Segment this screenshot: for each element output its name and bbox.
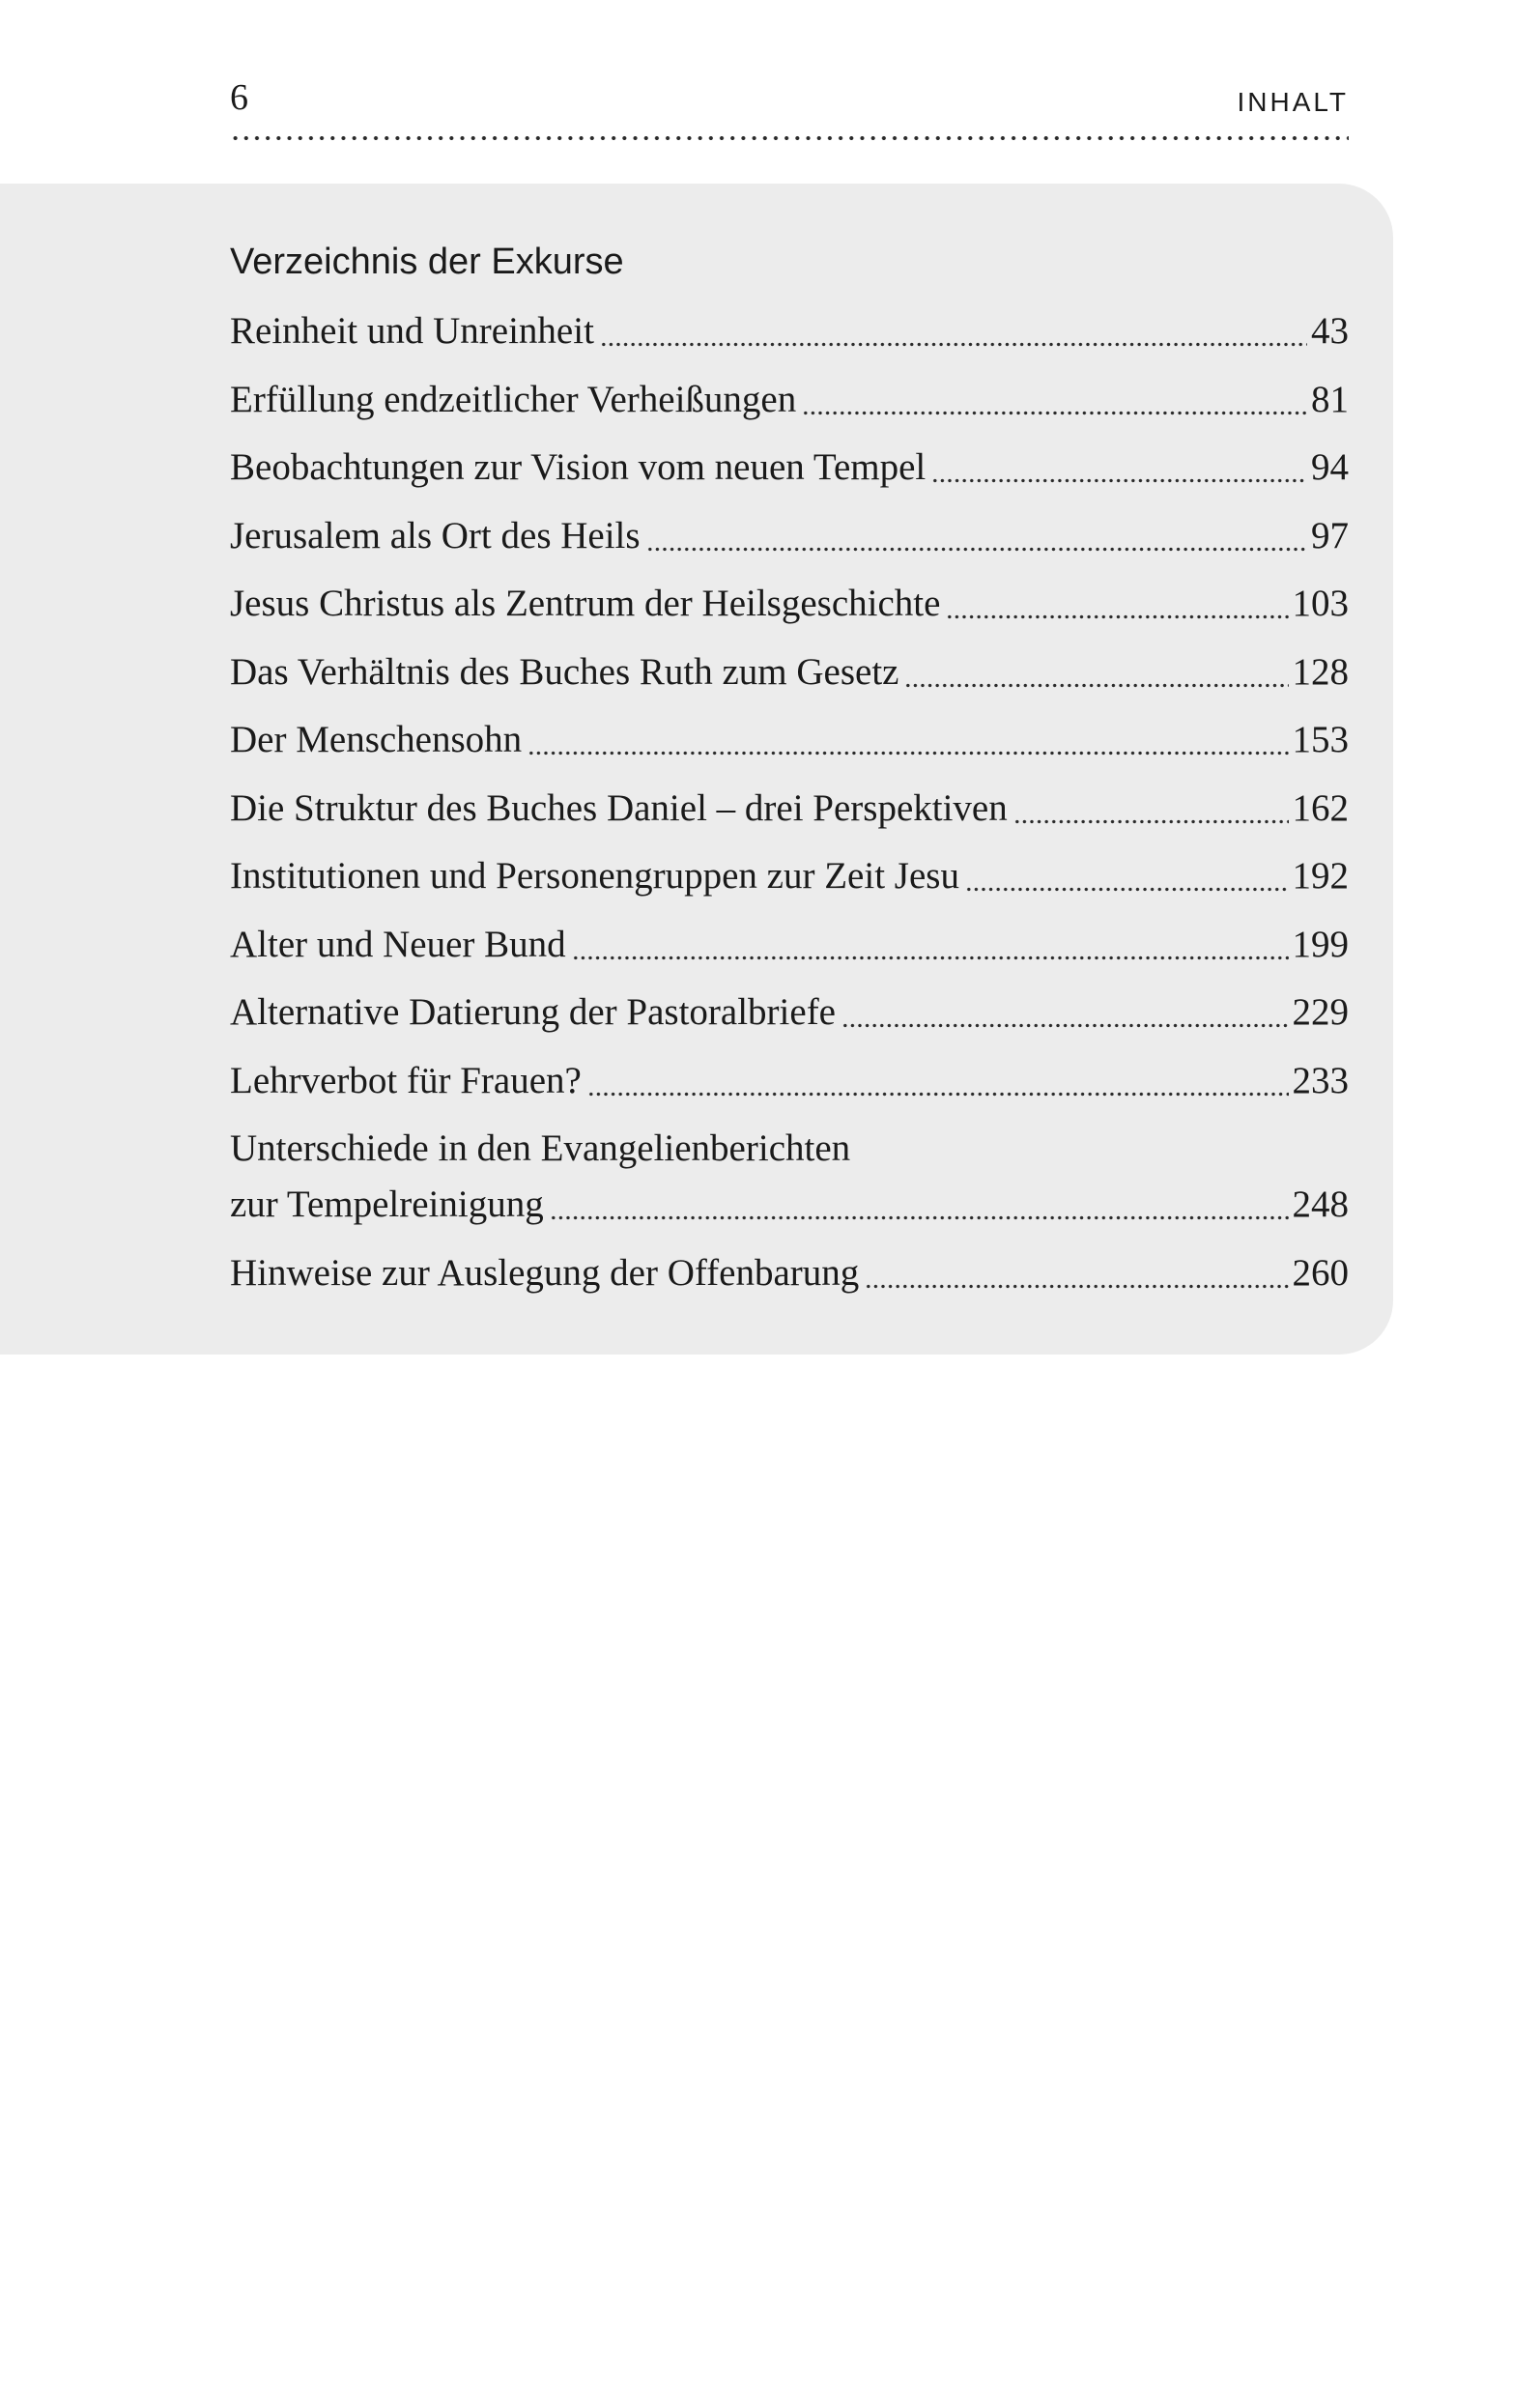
running-head: INHALT (1237, 87, 1349, 117)
toc-entry (230, 921, 1349, 969)
toc-entry (230, 376, 1349, 424)
toc-entry-page: 128 (1292, 650, 1349, 693)
toc-entry-title: Alter und Neuer Bund (230, 923, 566, 965)
toc-entry-page: 260 (1292, 1251, 1349, 1294)
toc-entry-title: Erfüllung endzeitlicher Verheißungen (230, 378, 797, 420)
toc-entry-title: Der Menschensohn (230, 719, 523, 760)
toc-entry-title: Beobachtungen zur Vision vom neuen Tempel (230, 446, 927, 488)
toc-entry-title: Jesus Christus als Zentrum der Heilsgeschichte (230, 583, 941, 624)
toc-entry-page: 153 (1292, 719, 1349, 760)
dot-leader (1013, 819, 1289, 824)
toc-entry-page: 43 (1311, 310, 1349, 352)
dot-leader (946, 614, 1288, 619)
toc-entry-title: Das Verhältnis des Buches Ruth zum Gesetz (230, 650, 899, 693)
toc-entry (230, 307, 1349, 356)
toc-entry (230, 716, 1349, 764)
excursus-title: Verzeichnis der Exkurse (230, 242, 624, 282)
toc-entry-page: 248 (1292, 1184, 1349, 1225)
toc-entry-title: Jerusalem als Ort des Heils (230, 514, 641, 556)
toc-entry-page: 81 (1311, 378, 1349, 420)
toc-entry (230, 988, 1349, 1037)
toc-entry (230, 1249, 1349, 1298)
toc-entry (230, 1125, 1349, 1229)
toc-entry-title: Institutionen und Personengruppen zur Zeit Jesu (230, 855, 959, 897)
dot-leader (965, 887, 1289, 892)
toc-entry-page: 97 (1311, 514, 1349, 556)
toc-entry-title: Alternative Datierung der Pastoralbriefe (230, 991, 836, 1033)
toc-entry-page: 94 (1311, 446, 1349, 488)
toc-entry-title: Die Struktur des Buches Daniel – drei Perspektiven (230, 786, 1008, 829)
dot-leader (802, 411, 1307, 415)
toc-entry (230, 580, 1349, 628)
header-dotted-rule (230, 135, 1349, 141)
toc-entry-page: 229 (1292, 991, 1349, 1033)
dot-leader (931, 478, 1307, 483)
toc-entry (230, 852, 1349, 900)
toc-entry-page: 233 (1292, 1059, 1349, 1101)
toc-entry-title: Lehrverbot für Frauen? (230, 1059, 582, 1101)
dot-leader (550, 1215, 1289, 1220)
toc-entry-title-line1: Unterschiede in den Evangelienberichten (230, 1127, 851, 1169)
dot-leader (865, 1284, 1288, 1289)
toc-entry (230, 512, 1349, 560)
toc-entry (230, 1057, 1349, 1105)
toc-entry-page: 103 (1292, 583, 1349, 624)
excursus-list (230, 307, 1349, 1317)
dot-leader (646, 547, 1307, 552)
dot-leader (904, 683, 1288, 688)
toc-entry-page: 199 (1292, 923, 1349, 965)
dot-leader (572, 956, 1289, 960)
toc-entry (230, 443, 1349, 492)
toc-entry-title: Hinweise zur Auslegung der Offenbarung (230, 1251, 860, 1294)
dot-leader (587, 1092, 1289, 1097)
toc-entry-page: 192 (1292, 855, 1349, 897)
toc-entry (230, 648, 1349, 697)
toc-entry-title: zur Tempelreinigung (230, 1184, 544, 1225)
toc-entry-title: Reinheit und Unreinheit (230, 310, 594, 352)
page-number: 6 (230, 77, 248, 118)
toc-entry (230, 784, 1349, 833)
toc-entry-page: 162 (1292, 786, 1349, 829)
dot-leader (528, 751, 1288, 756)
dot-leader (841, 1023, 1289, 1028)
dot-leader (600, 342, 1307, 347)
